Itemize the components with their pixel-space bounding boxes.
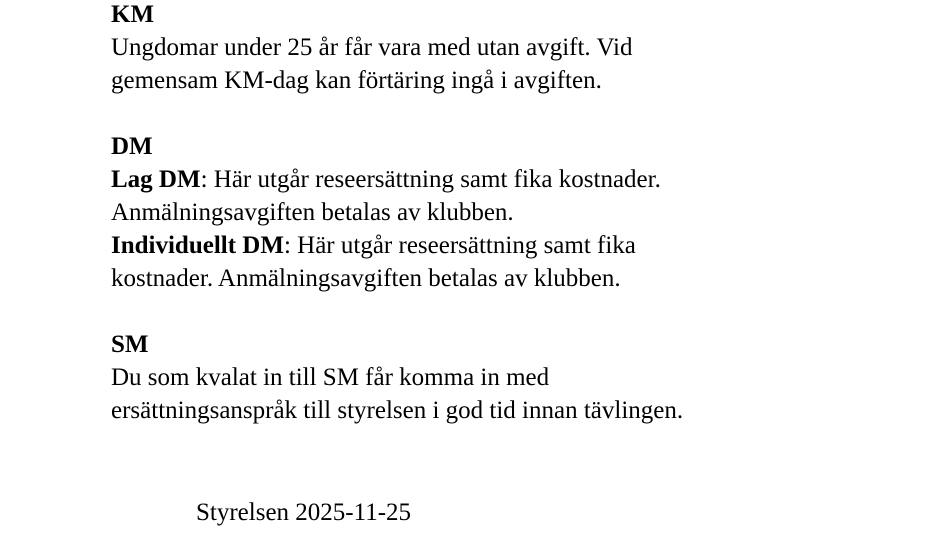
km-line-2: gemensam KM-dag kan förtäring ingå i avgiften. bbox=[111, 67, 602, 94]
heading-dm: DM bbox=[111, 133, 153, 160]
section-km bbox=[111, 0, 911, 97]
heading-sm: SM bbox=[111, 331, 149, 358]
document-body bbox=[111, 0, 911, 427]
spacer bbox=[111, 97, 911, 130]
dm-ind-line-1 bbox=[111, 229, 911, 262]
spacer bbox=[111, 295, 911, 328]
dm-lag-line-2: Anmälningsavgiften betalas av klubben. bbox=[111, 199, 514, 226]
lag-dm-text: : Här utgår reseersättning samt fika kostnader. bbox=[200, 166, 661, 193]
signature-date: Styrelsen 2025-11-25 bbox=[196, 499, 412, 526]
section-sm bbox=[111, 328, 911, 427]
dm-lag-line-1 bbox=[111, 163, 911, 196]
dm-ind-line-2: kostnader. Anmälningsavgiften betalas av klubben. bbox=[111, 265, 621, 292]
km-line-1: Ungdomar under 25 år får vara med utan avgift. Vid bbox=[111, 34, 633, 61]
individuellt-dm-label: Individuellt DM bbox=[111, 232, 284, 259]
sm-line-2: ersättningsanspråk till styrelsen i god tid innan tävlingen. bbox=[111, 397, 684, 424]
section-dm bbox=[111, 130, 911, 295]
lag-dm-label: Lag DM bbox=[111, 166, 201, 193]
sm-line-1: Du som kvalat in till SM får komma in med bbox=[111, 364, 550, 391]
heading-km: KM bbox=[111, 1, 155, 28]
individuellt-dm-text: : Här utgår reseersättning samt fika bbox=[283, 232, 636, 259]
